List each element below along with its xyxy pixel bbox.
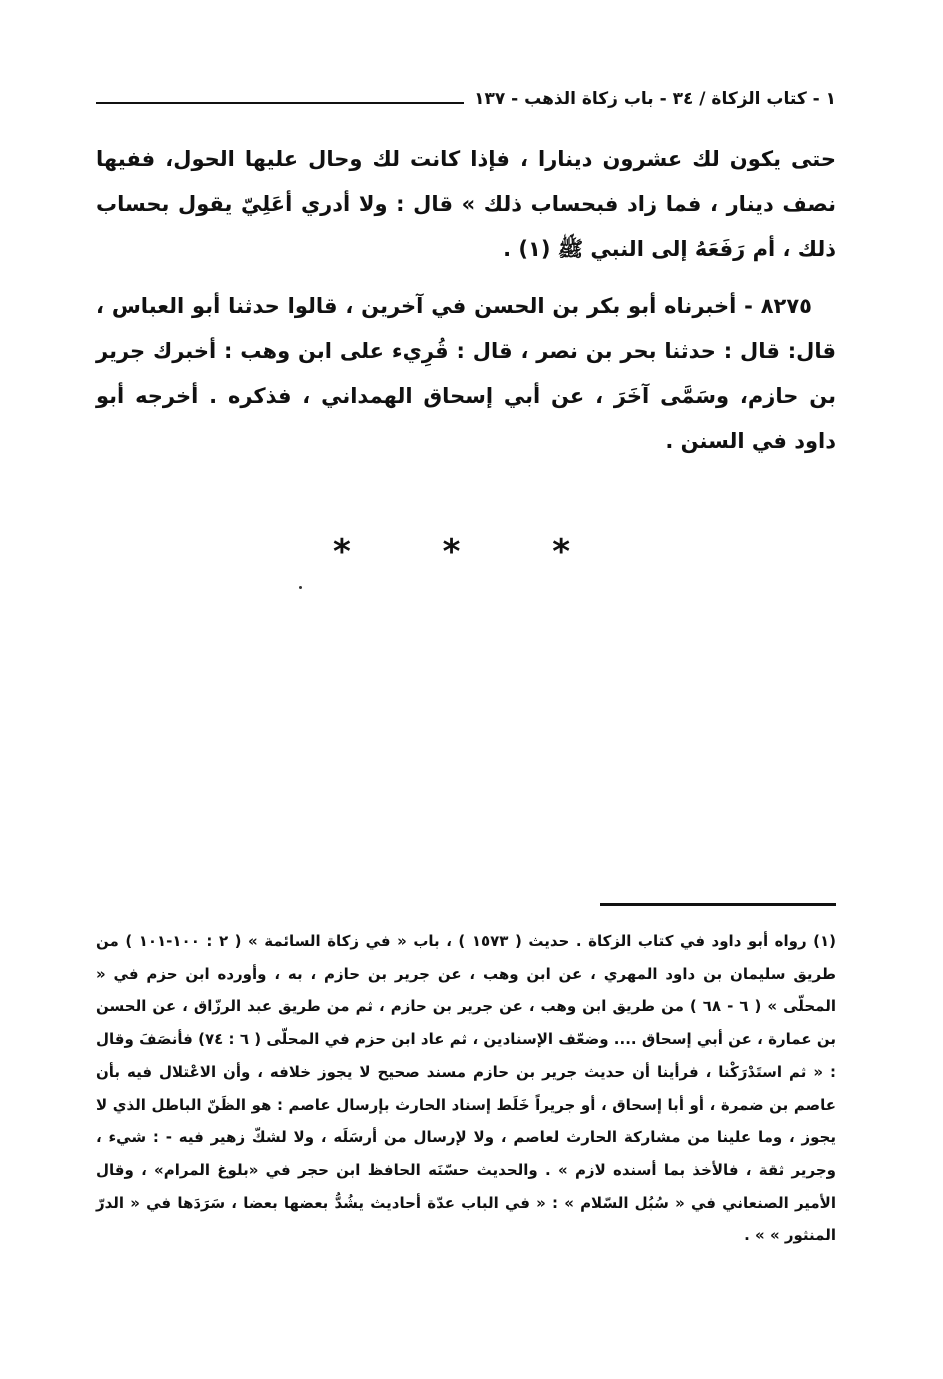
paragraph-1: حتى يكون لك عشرون دينارا ، فإذا كانت لك وحال عليها الحول، ففيها نصف دينار ، فما زاد فبحساب ذلك » قال : ولا أدري أعَلِيّ يقول بحساب ذلك ، أم رَفَعَهُ إلى النبي ﷺ (١) . [96, 147, 836, 261]
footnotes [96, 925, 836, 1252]
hadith-8275 [96, 284, 836, 464]
footnote-rule [600, 903, 836, 906]
running-title: ١ - كتاب الزكاة / ٣٤ - باب زكاة الذهب - ١٣٧ [474, 89, 836, 109]
paragraph-2: ٨٢٧٥ - أخبرناه أبو بكر بن الحسن في آخرين ، قالوا حدثنا أبو العباس ، قال: قال : حدثنا بحر بن نصر ، قال : قُرِيء على ابن وهب : أخبرك جرير بن حازم، وسَمَّى آخَرَ ، عن أبي إسحاق الهمداني ، فذكره . أخرجه أبو داود في السنن . [96, 294, 836, 453]
running-header [96, 84, 836, 114]
section-separator-stars: * * * [332, 532, 610, 572]
main-text-continuation [96, 137, 836, 272]
header-rule [96, 102, 464, 104]
footnote-1: (١) رواه أبو داود في كتاب الزكاة . حديث ( ١٥٧٣ ) ، باب « في زكاة السائمة » ( ٢ : ١٠٠-١٠١ ) من طريق سليمان بن داود المهري ، عن ابن وهب ، عن جرير بن حازم ، به ، وأورده ابن حزم في « المحلّى » ( ٦ - ٦٨ ) من طريق ابن وهب ، عن جرير بن حازم ، ثم من طريق عبد الرزّاق ، عن الحسن بن عمارة ، عن أبي إسحاق .... وضعّف الإسنادين ، ثم عاد ابن حزم في المحلّى ( ٦ : ٧٤) فأنصَفَ وقال : « ثم استَدْرَكْنا ، فرأينا أن حديث جرير بن حازم مسند صحيح لا يجوز خلافه ، وأن الاعْتلال فيه بأن عاصم بن ضمرة ، أو أبا إسحاق ، أو جريراً خَلَط إسناد الحارث بإرسال عاصم : هو الظَنّ الباطل الذي لا يجوز ، وما علينا من مشاركة الحارث لعاصم ، ولا لإرسال من أرسَلَه ، ولا لشكّ زهير فيه - : شيء ، وجرير ثقة ، فالأخذ بما أسنده لازم » . والحديث حسّنَه الحافظ ابن حجر في «بلوغ المرام» ، وقال الأمير الصنعاني في « سُبُل السّلام » : « في الباب عدّة أحاديث يشُدُّ بعضها بعضا ، سَرَدَها في « الدرّ المنثور » » . [96, 932, 837, 1245]
print-speck [299, 586, 302, 589]
